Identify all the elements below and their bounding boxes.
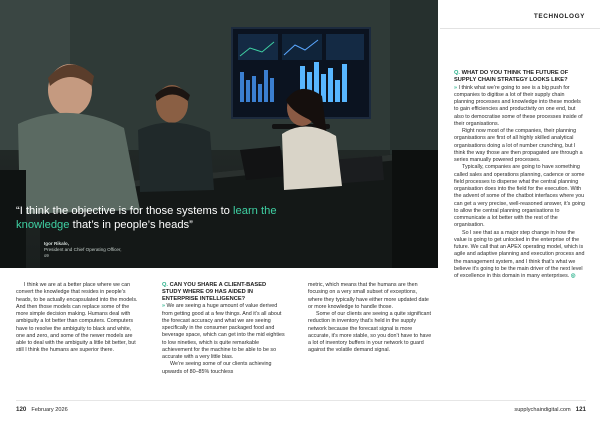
footer-right	[514, 406, 586, 413]
col2-paragraph-1-text: We are seeing a huge amount of value derived from getting good at a few things. And it’s all about the forecast accuracy and what we are seeing specifically in the consumer packaged food and beverage space, which can get into the mid eighties to low nineties, which is quite remarkable achievement for the machine to be able to be so accurate with a very little bias.	[162, 303, 285, 361]
pull-quote-highlight: learn the knowledge	[16, 205, 277, 231]
question-marker: Q.	[162, 282, 169, 288]
quote-attribution-company: o9	[44, 253, 49, 258]
question-heading-1	[162, 282, 286, 302]
answer-marker: »	[454, 84, 457, 91]
column-2	[162, 282, 286, 376]
col3-paragraph-2: Some of our clients are seeing a quite significant reduction in inventory that’s held in the supply network because the forecast signal is more accurate, it’s more stable, so you don’t have to have a lot of inventory buffers in your network to guard against the volatile demand signal.	[308, 311, 432, 354]
question-marker: Q.	[454, 70, 461, 76]
col4-paragraph-3: Typically, companies are going to have something called sales and operations planning, cadence or some field processes to disperse what the central planning organisation does into the field for the execution. With the advent of some of the chatbot interfaces where you can get a very precise, well-reasoned answer, it’s going to allow the central planning organisations to communicate a lot better with the rest of the organisation.	[454, 164, 585, 229]
col2-paragraph-2: We’re seeing some of our clients achieving upwards of 80–85% touchless	[162, 361, 272, 375]
right-page-number: 121	[575, 406, 586, 413]
question-text: CAN YOU SHARE A CLIENT-BASED STUDY WHERE O9 HAS AIDED IN ENTERPRISE INTELLIGENCE?	[162, 282, 267, 302]
end-mark-icon: ◎	[570, 273, 576, 280]
pull-quote-part1: “I think the objective is for those systems to	[16, 205, 230, 217]
website-link[interactable]: supplychaindigital.com	[514, 407, 571, 413]
quote-attribution-title: President and Chief Operating Officer,	[44, 247, 122, 252]
pull-quote	[16, 205, 316, 232]
column-3	[308, 282, 432, 355]
col3-paragraph-1: metric, which means that the humans are then focusing on a very small subset of exceptions, where they typically have either more updated date or more knowledge to handle those.	[308, 282, 429, 310]
section-divider	[440, 28, 600, 29]
footer-divider	[16, 400, 586, 401]
column-4	[454, 70, 586, 280]
footer-left	[16, 406, 68, 413]
left-page-number: 120	[16, 406, 27, 413]
question-text: WHAT DO YOU THINK THE FUTURE OF SUPPLY CHAIN STRATEGY LOOKS LIKE?	[454, 70, 569, 83]
pull-quote-part2: that’s in people’s heads”	[69, 218, 193, 231]
col4-paragraph-4	[454, 230, 586, 281]
answer-marker: »	[162, 303, 165, 310]
question-heading-2	[454, 70, 586, 84]
issue-date: February 2026	[31, 407, 68, 413]
col2-paragraph-1	[162, 303, 286, 361]
col4-paragraph-1	[454, 85, 586, 129]
col1-paragraph: I think we are at a better place where we can convert the knowledge that resides in people’s heads, to be actually encapsulated into the models. And then those models can replace some of the more simple decision making. Humans deal with ambiguity a lot better than computers. Computers have to resolve the ambiguity to black and white, one and zero, and some of the newer models are able to deal with the ambiguity a little bit better, but still I think the humans are superior there.	[16, 282, 138, 354]
section-label: TECHNOLOGY	[533, 13, 585, 20]
column-1	[16, 282, 140, 355]
col4-paragraph-1-text: I think what we’re going to see is a big push for companies to digitise a lot of their supply chain planning processes and knowledge into these models to gain efficiencies and productivity on one end, but also to democratise some of these processes inside of their organisations.	[454, 84, 583, 127]
col4-paragraph-4-text: So I see that as a major step change in how the value is going to get unlocked in the enterprise of the future. We call that an APEX operating model, which is agile and adaptive planning and execution process and the management system, and I think that’s what we believe it’s going to be the main driver of the next level of excellence in this domain in many enterprises.	[454, 229, 585, 280]
col4-paragraph-2: Right now most of the companies, their planning organisations are first of all highly skilled analytical organisations doing a lot of number crunching, but I think the way those are then propagated are through a series manually powered processes.	[454, 128, 583, 164]
quote-attribution-name: Igor Rikalo,	[44, 241, 70, 246]
